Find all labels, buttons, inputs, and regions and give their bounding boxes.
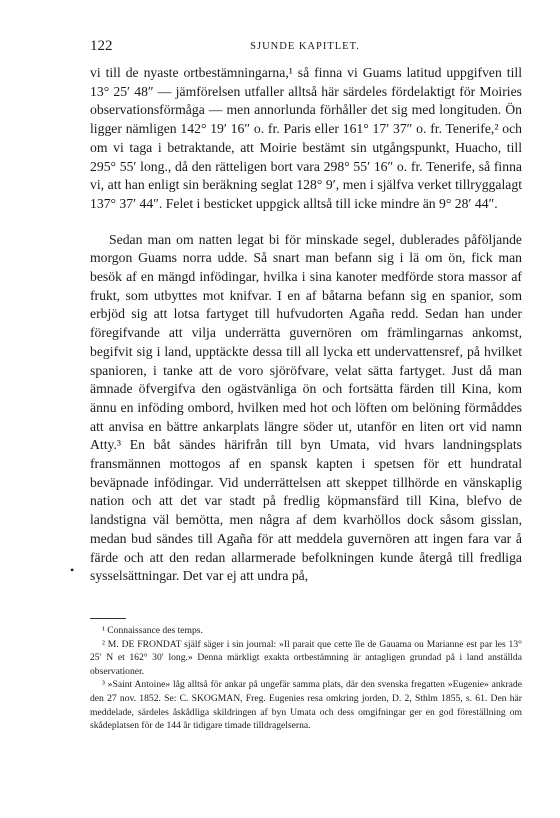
body-text — [90, 64, 522, 586]
paragraph-guam-arrival: Sedan man om natten legat bi för minskade segel, dublerades påföljande morgon Guams norra udde. Så snart man befann sig i lä om ön, fick man besök af en mängd infödingar, hvilka i sina kanoter medförde stora massor af frukt, som utbyttes mot knifvar. I en af båtarna befann sig en spanior, som erbjöd sig att lotsa fartyget till hufvudorten Agaña redd. Sedan han under föregifvande att vilja underrätta guvernören om främlingarnas ankomst, begifvit sig i land, upptäckte dessa till all lycka ett undervattensref, på hvilket spanioren, i tanke att de voro sjöröfvare, velat sätta fartyget. Just då man ämnade öfvergifva den ogästvänliga ön och fortsätta färden till Kina, kom ännu en inföding ombord, hvilken med hot och löften om belöning förmåddes att anvisa en bättre ankarplats längre söder ut, utanför en liten ort vid namn Atty.³ En båt sändes härifrån till byn Umata, vid hvars landningsplats fransmännen mottogos af en spansk kapten i spetsen för ett hundratal beväpnade infödingar. Vid underrättelsen att skeppet tillhörde en vänskaplig nation och att det var stadt på fredlig köpmansfärd till Kina, blefvo de landstigna väl bemötta, men några af dem kvarhöllos dock såsom gisslan, medan bud sändes till Agaña för att meddela guvernören att ingen fara var å färde och att den redan allarmerade befolkningen kunde återgå till fredliga sysselsättningar. Det var ej att undra på, — [90, 231, 522, 584]
page-header — [90, 38, 520, 58]
paragraph-continuation: vi till de nyaste ortbestämningarna,¹ så finna vi Guams latitud uppgifven till 13° 25′ 48″ — jämförelsen utfaller alltså här särdeles fördelaktigt för Moiries observationsförmåga — men annorlunda förhåller det sig med longituden. Ön ligger nämligen 142° 19′ 16″ o. fr. Paris eller 161° 17′ 37″ o. fr. Tenerife,² och om vi taga i betraktande, att Moirie bestämt sin utgångspunkt, Huacho, till 295° 55′ long., då den rätteligen bort vara 298° 55′ 16″ o. fr. Tenerife, så finna vi, att han enligt sin beräkning seglat 128° 9′, men i själfva verket tillryggalagt 137° 37′ 44″. Felet i besticket uppgick alltså till icke mindre än 9° 28′ 44″. — [90, 65, 522, 211]
footnote-3: ³ »Saint Antoine» låg alltså för ankar på ungefär samma plats, där den svenska fregatten »Eugenie» ankrade den 27 nov. 1852. Se: C. SKOGMAN, Freg. Eugenies resa omkring jorden, D. 2, Sthlm 1855, s. 61. Den här meddelade, särdeles åskådliga skildringen af byn Umata och dess omgifningar ger en god föreställning om skådeplatsen för de 144 år tidigare timade tilldragelserna. — [90, 679, 522, 732]
page-number: 122 — [90, 38, 113, 54]
footnote-1: ¹ Connaissance des temps. — [102, 625, 203, 636]
footnote-2: ² M. DE FRONDAT själf säger i sin journal: »Il parait que cette île de Gauama ou Marianne est par les 13° 25′ N et 162° 30′ long.» Denna märkligt exakta ortbestämning är antagligen grundad på i land anställda observationer. — [90, 638, 522, 677]
margin-mark: • — [70, 563, 75, 577]
footnotes — [90, 624, 522, 733]
running-head: SJUNDE KAPITLET. — [250, 41, 360, 52]
footnote-rule — [90, 618, 126, 619]
